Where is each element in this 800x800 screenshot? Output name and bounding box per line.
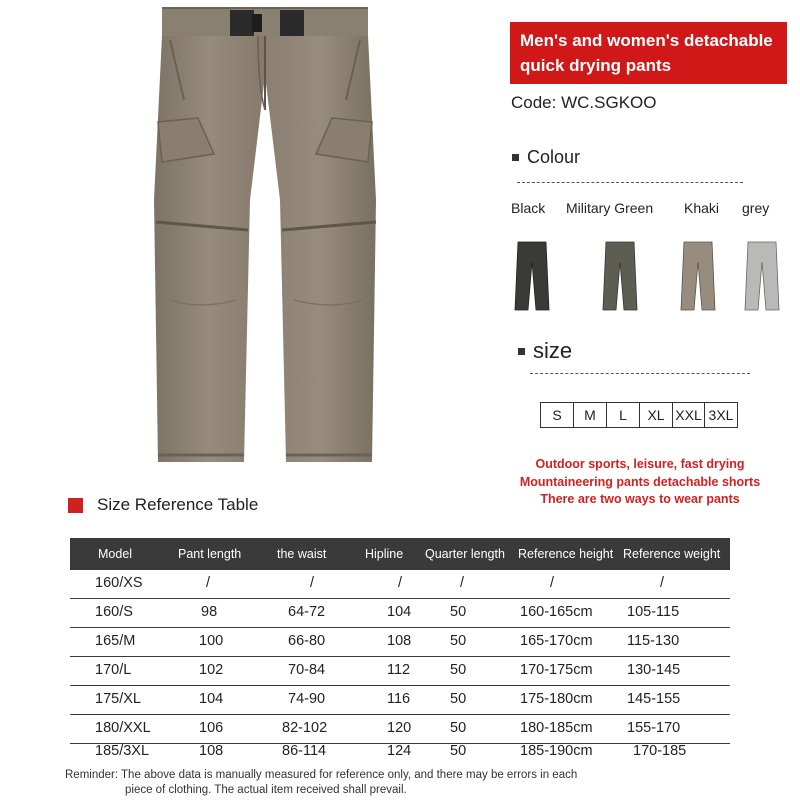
size-option-m[interactable]: M — [574, 403, 607, 427]
table-cell: 160-165cm — [520, 604, 593, 620]
table-cell: 155-170 — [627, 720, 681, 736]
table-cell: 50 — [450, 691, 467, 707]
table-cell: 98 — [201, 604, 218, 620]
table-cell: 175/XL — [95, 691, 141, 707]
colour-label-grey: grey — [742, 200, 770, 216]
table-cell: 116 — [387, 691, 411, 707]
table-cell: 120 — [387, 720, 412, 736]
colour-swatch-military-green[interactable] — [600, 240, 640, 312]
column-header-quarter-length: Quarter length — [425, 547, 505, 561]
bullet-square-icon — [518, 348, 525, 355]
table-row — [70, 599, 730, 628]
colour-label-khaki: Khaki — [684, 200, 720, 216]
size-disclaimer — [65, 768, 577, 798]
table-cell: 170/L — [95, 662, 132, 678]
table-cell: 180-185cm — [520, 720, 593, 736]
column-header-model: Model — [98, 547, 133, 561]
size-option-3xl[interactable]: 3XL — [708, 407, 734, 423]
table-cell: / — [460, 575, 465, 591]
table-cell: 105-115 — [627, 604, 680, 620]
table-cell: 175-180cm — [520, 691, 593, 707]
table-row — [70, 570, 730, 599]
column-header-reference-height: Reference height — [518, 547, 614, 561]
size-heading — [518, 338, 572, 364]
size-table-header — [70, 538, 730, 570]
table-cell: 170-175cm — [520, 662, 593, 678]
table-cell: 108 — [199, 743, 224, 759]
size-option-s[interactable]: S — [541, 403, 574, 427]
table-row — [70, 628, 730, 657]
red-square-icon — [68, 498, 83, 513]
table-cell: 82-102 — [282, 720, 328, 736]
table-cell: / — [310, 575, 315, 591]
colour-heading-label: Colour — [527, 147, 581, 167]
promo-line-3: There are two ways to wear pants — [540, 492, 740, 506]
table-cell: 165/M — [95, 633, 136, 649]
colour-swatch-khaki[interactable] — [678, 240, 718, 312]
column-header-pant-length: Pant length — [178, 547, 242, 561]
table-cell: 86-114 — [282, 743, 327, 759]
table-row — [70, 738, 730, 767]
table-cell: / — [206, 575, 211, 591]
table-cell: 50 — [450, 720, 467, 736]
promo-text — [505, 456, 775, 509]
promo-line-2: Mountaineering pants detachable shorts — [519, 474, 761, 489]
table-cell: 170-185 — [633, 743, 687, 759]
size-divider — [530, 373, 750, 374]
size-table-title — [68, 495, 258, 515]
table-cell: 185-190cm — [520, 743, 593, 759]
size-option-xxl[interactable]: XXL — [673, 403, 705, 427]
table-cell: 106 — [199, 720, 224, 736]
size-option-xl[interactable]: XL — [640, 403, 673, 427]
table-cell: 165-170cm — [520, 633, 593, 649]
table-cell: 145-155 — [627, 691, 681, 707]
column-header-waist: the waist — [277, 547, 327, 561]
table-cell: 66-80 — [288, 633, 326, 649]
table-cell: 50 — [450, 662, 467, 678]
size-heading-label: size — [533, 338, 573, 363]
table-cell: 115-130 — [627, 633, 680, 649]
size-selector — [540, 402, 738, 428]
table-cell: / — [550, 575, 555, 591]
table-row — [70, 686, 730, 715]
size-table-title-label: Size Reference Table — [97, 495, 259, 514]
table-cell: 108 — [387, 633, 412, 649]
table-cell: 50 — [450, 604, 467, 620]
table-cell: 50 — [450, 743, 467, 759]
disclaimer-line-1: Reminder: The above data is manually measured for reference only, and there may be errors in each — [65, 769, 578, 781]
table-cell: 74-90 — [288, 691, 326, 707]
table-cell: 70-84 — [288, 662, 326, 678]
table-cell: 50 — [450, 633, 467, 649]
colour-heading — [512, 147, 580, 168]
product-title-banner — [510, 22, 787, 84]
column-header-hipline: Hipline — [365, 547, 404, 561]
size-option-l[interactable]: L — [607, 403, 640, 427]
table-cell: 160/XS — [95, 575, 143, 591]
table-cell: / — [398, 575, 403, 591]
table-cell: 185/3XL — [95, 743, 150, 759]
table-cell: 160/S — [95, 604, 133, 620]
disclaimer-line-2: piece of clothing. The actual item received shall prevail. — [125, 784, 407, 796]
table-cell: 112 — [387, 662, 411, 678]
colour-swatch-grey[interactable] — [742, 240, 782, 312]
table-cell: 104 — [387, 604, 412, 620]
table-cell: 64-72 — [288, 604, 326, 620]
promo-line-1: Outdoor sports, leisure, fast drying — [535, 457, 745, 471]
colour-label-military-green: Military Green — [566, 200, 654, 216]
table-row — [70, 657, 730, 686]
product-title-line-2: quick drying pants — [520, 56, 672, 75]
table-cell: 102 — [199, 662, 224, 678]
table-cell: 100 — [199, 633, 224, 649]
product-code: Code: WC.SGKOO — [511, 93, 657, 112]
colour-label-black: Black — [511, 200, 546, 216]
bullet-square-icon — [512, 154, 519, 161]
column-header-reference-weight: Reference weight — [623, 547, 721, 561]
table-cell: 104 — [199, 691, 224, 707]
table-cell: 124 — [387, 743, 412, 759]
table-cell: 130-145 — [627, 662, 681, 678]
product-image-khaki-pants — [140, 0, 390, 470]
product-title-line-1: Men's and women's detachable — [520, 31, 773, 50]
colour-swatch-black[interactable] — [512, 240, 552, 312]
colour-divider — [517, 182, 743, 183]
table-cell: / — [660, 575, 665, 591]
table-cell: 180/XXL — [95, 720, 151, 736]
